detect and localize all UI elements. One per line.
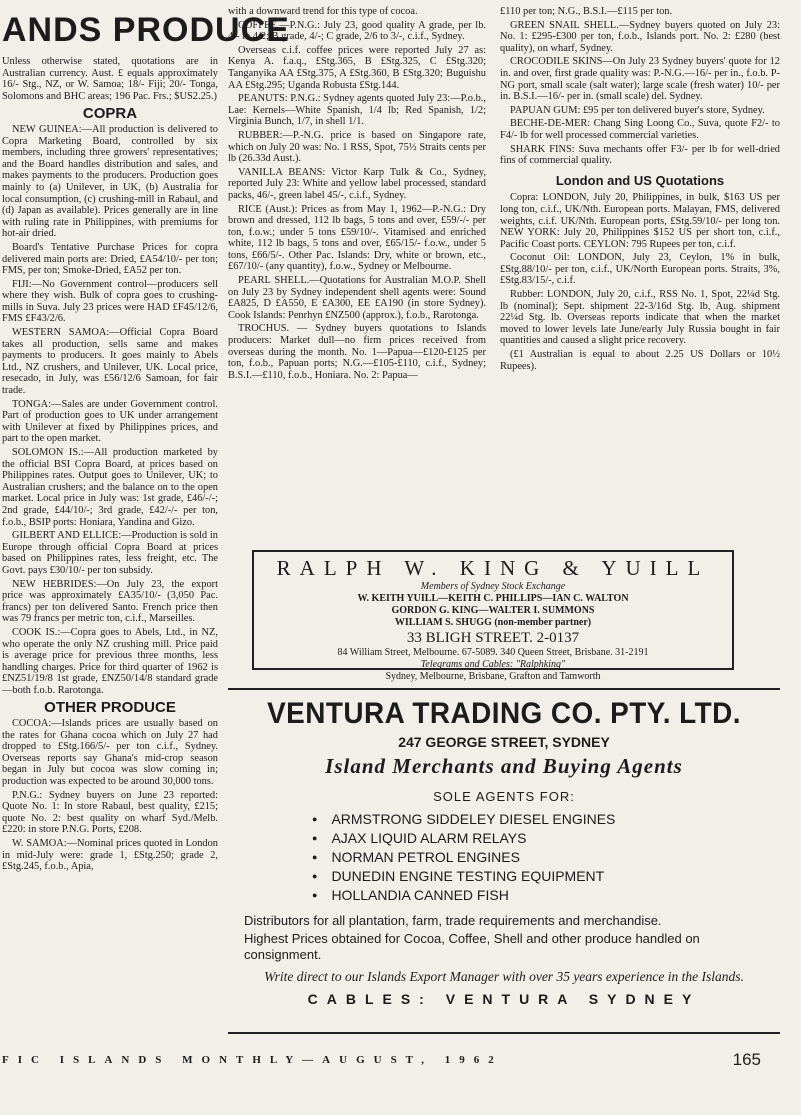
- copra-paragraph: FIJI:—No Government control—producers sell where they wish. Bulk of copra goes to crushing-mills in Suva. July 23 prices were HAD £F45/12/6, FMS £F43/2/6.: [2, 278, 218, 325]
- ventura-name: VENTURA TRADING CO. PTY. LTD.: [267, 697, 741, 730]
- king-yuill-name: RALPH W. KING & YUILL: [276, 556, 710, 580]
- column-left: [2, 6, 290, 875]
- king-yuill-partners: WILLIAM S. SHUGG (non-member partner): [394, 617, 592, 628]
- quotation-paragraph: Coconut Oil: LONDON, July 23, Ceylon, 1% in bulk, £Stg.88/10/- per ton, c.i.f., UK/North European ports. Straits, 3%, £Stg.83/15/-, c.i.f.: [500, 252, 780, 287]
- produce-paragraph: BECHE-DE-MER: Chang Sing Loong Co., Suva, quote F2/- to F4/- lb for well processed commercial varieties.: [500, 118, 780, 141]
- copra-paragraph: GILBERT AND ELLICE:—Production is sold in Europe through official Copra Board at prices based on Philippines rates, less freight, etc. The Govt. pays £30/10/- per ton subsidy.: [2, 530, 218, 576]
- ventura-sole-agents: SOLE AGENTS FOR:: [433, 789, 575, 804]
- king-yuill-address-sydney: 33 BLIGH STREET. 2-0137: [406, 630, 580, 646]
- copra-paragraph: WESTERN SAMOA:—Official Copra Board takes all production, sells same and makes payments to producers. It goes mainly to Abels Ltd., NZ crushers, and Unilever, UK. Local price, resecado, in July, was £56/12/6 Samoan, for fair trade.: [2, 327, 218, 397]
- other-produce-paragraph: COCOA:—Islands prices are usually based on the rates for Ghana cocoa which on July 27 had dropped to £Stg.166/5/- per ton c.i.f., Sydney. Overseas reports say Ghana's mid-crop season began in July but cocoa was slow coming in; production was expected to be around 30,000 tons.: [2, 718, 218, 788]
- produce-paragraph: RICE (Aust.): Prices as from May 1, 1962—P.-N.G.: Dry brown and dressed, 112 lb bags, 5 tons and over, £59/-/- per ton, f.o.w.; under 5 tons £59/10/-. Vitamised and enriched white, 112 lb bags, 5 tons and over, £65/15/- f.o.w., under 5 tons, £66/5/-. Other Pac. Islands: Dry, white or brown, etc., £67/10/- (any quantity), f.o.w., Sydney or Melbourne.: [228, 203, 486, 273]
- produce-paragraph: GREEN SNAIL SHELL.—Sydney buyers quoted on July 23: No. 1: £295-£300 per ton, f.o.b., Islands port. No. 2: £280 (best quality), on wharf, Sydney.: [500, 19, 780, 54]
- produce-paragraph: VANILLA BEANS: Victor Karp Tulk & Co., Sydney, reported July 23: White and yellow label processed, standard packs, 46/-, green label 45/-, c.i.f., Sydney.: [228, 166, 486, 201]
- currency-note: Unless otherwise stated, quotations are in Australian currency. Aust. £ equals approximately 16/- Stg., NZ, or W. Samoa; 18/- Fiji; 20/- Tonga, Solomons and BHC areas; 196 Pac. Frs.; $US2.25.): [2, 56, 218, 102]
- column-right: [500, 6, 780, 374]
- produce-paragraph: with a downward trend for this type of cocoa.: [228, 6, 418, 17]
- agency-item: ● NORMAN PETROL ENGINES: [312, 848, 780, 867]
- london-us-heading: London and US Quotations: [555, 172, 725, 188]
- ventura-tagline: Island Merchants and Buying Agents: [325, 754, 683, 778]
- quotation-paragraph: Copra: LONDON, July 20, Philippines, in bulk, $163 US per long ton, c.i.f., UK/Nth. European ports. Malayan, FMS, delivered weights, c.i.f. UK/Nth. European ports, £Stg.59/10/- per long ton. NEW YORK: July 20, Philippines $152 US per short ton, c.i.f., Pacific Coast ports. CEYLON: 795 Rupees per ton, c.i.f.: [500, 192, 780, 250]
- ventura-consignment: Highest Prices obtained for Cocoa, Coffee, Shell and other produce handled on consignment.: [244, 931, 700, 962]
- column-middle: [228, 6, 486, 383]
- king-yuill-cities: Sydney, Melbourne, Brisbane, Grafton and Tamworth: [385, 671, 601, 682]
- ventura-address: 247 GEORGE STREET, SYDNEY: [398, 734, 610, 750]
- ventura-advertisement: [228, 696, 780, 1007]
- produce-paragraph: TROCHUS. — Sydney buyers quotations to Islands producers: Market dull—no firm prices received from overseas during the month. No. 1—Papua—£120-£125 per ton, f.o.b., Papuan ports; N.G.—£105-£110, c.i.f., Sydney; B.S.I.—£110, f.o.b., Honiara. No. 2: Papua—: [228, 323, 486, 381]
- page-footer: [2, 1054, 780, 1066]
- other-produce-heading: OTHER PRODUCE: [44, 699, 176, 717]
- divider-rule: [228, 688, 780, 690]
- king-yuill-advertisement: [252, 550, 734, 682]
- ventura-cables: CABLES: VENTURA SYDNEY: [307, 991, 701, 1007]
- produce-paragraph: PEANUTS: P.N.G.: Sydney agents quoted July 23:—P.o.b., Lae: Kernels—White Spanish, 1/4 lb; Red Spanish, 1/2; Virginia Bunch, 1/7, in shell 1/1.: [228, 93, 486, 128]
- copra-heading: COPRA: [82, 105, 138, 123]
- agency-item: ● DUNEDIN ENGINE TESTING EQUIPMENT: [312, 867, 780, 886]
- agency-item: ● ARMSTRONG SIDDELEY DIESEL ENGINES: [312, 810, 780, 829]
- copra-paragraph: NEW HEBRIDES:—On July 23, the export price was approximately £A35/10/- (3,050 Pac. francs) per ton delivered Santo. French price then was 79 francs per metric ton, c.i.f., Marseilles.: [2, 578, 218, 625]
- quotation-paragraph: Rubber: LONDON, July 20, c.i.f., RSS No. 1, Spot, 22¼d Stg. lb (nominal); Sept. shipment 22-3/16d Stg. lb, Aug. shipment 22¼d Stg. lb. Overseas reports indicate that when the market moved to lower levels late June/early July Russia bought in fair quantities and caused a slight price recovery.: [500, 289, 780, 347]
- king-yuill-membership: Members of Sydney Stock Exchange: [420, 581, 566, 592]
- page-number: 165: [732, 1050, 761, 1069]
- agency-list: [312, 810, 780, 905]
- produce-paragraph: CROCODILE SKINS—On July 23 Sydney buyers' quote for 12 in. and over, first grade quality was: P.-N.G.—16/- per in., f.o.b. P-NG port, small scale (salt water); large scale (fresh water) 10/- per in. B.S.I.—16/- per in. (small scale) del. Sydney.: [500, 56, 780, 103]
- agency-item: ● HOLLANDIA CANNED FISH: [312, 886, 780, 905]
- produce-paragraph: PAPUAN GUM: £95 per ton delivered buyer's store, Sydney.: [510, 104, 765, 116]
- quotation-paragraph: (£1 Australian is equal to about 2.25 US Dollars or 10½ Rupees).: [500, 349, 780, 372]
- king-yuill-partners: GORDON G. KING—WALTER I. SUMMONS: [391, 605, 595, 616]
- divider-rule: [228, 1032, 780, 1034]
- other-produce-paragraph: P.N.G.: Sydney buyers on June 23 reported: Quote No. 1: In store Rabaul, best quality, £215; quote No. 2: best quality on wharf Syd./Melb. £220: in store P.N.G. Ports, £208.: [2, 789, 218, 836]
- ventura-distributors: Distributors for all plantation, farm, trade requirements and merchandise.: [244, 913, 662, 928]
- produce-paragraph: COFFEE.—P.N.G.: July 23, good quality A grade, per lb. 4/- to 4/2; B grade, 4/-; C grade, 2/6 to 3/-, c.i.f., Sydney.: [228, 19, 486, 43]
- king-yuill-telegrams: Telegrams and Cables: "Ralphking": [420, 659, 566, 670]
- produce-paragraph: Overseas c.i.f. coffee prices were reported July 27 as: Kenya A. f.a.q., £Stg.365, B £Stg.325, C £Stg.320; Tanganyika AA £Stg.375, A £Stg.360, B £Stg.320; Buguishu AA £Stg.295; Uganda Robusta £Stg.144.: [228, 44, 486, 91]
- copra-paragraph: COOK IS.:—Copra goes to Abels, Ltd., in NZ, who operate the only NZ crushing mill. Price paid is average price for previous three months, less handling charges. Price for third quarter of 1962 is £NZ51/19/8 1st grade, £NZ50/14/8 standard grade—both f.o.b. Rarotonga.: [2, 626, 218, 696]
- king-yuill-partners: W. KEITH YUILL—KEITH C. PHILLIPS—IAN C. WALTON: [357, 593, 629, 604]
- produce-paragraph: £110 per ton; N.G., B.S.I.—£115 per ton.: [500, 6, 673, 17]
- copra-paragraph: TONGA:—Sales are under Government control. Part of production goes to UK under arrangement with Unilever at fixed by Philippines prices, and part to the open market.: [2, 398, 218, 445]
- ventura-write-direct: Write direct to our Islands Export Manager with over 35 years experience in the Islands.: [264, 969, 744, 984]
- other-produce-paragraph: W. SAMOA:—Nominal prices quoted in London in mid-July were: grade 1, £Stg.250; grade 2, £Stg.245, f.o.b., Apia,: [2, 838, 218, 873]
- copra-paragraph: SOLOMON IS.:—All production marketed by the official BSI Copra Board, at prices based on Philippines rates. Output goes to Unilever, UK; to Australian crushers; and the balance on to the open market. Local price in July was: 1st grade, £46/-/-; 2nd grade, £44/10/-; 3rd grade, £42/-/- per ton, f.o.b., BSIP ports: Honiara, Yandina and Gizo.: [2, 447, 218, 528]
- footer-publication: FIC ISLANDS MONTHLY—AUGUST, 1962: [2, 1054, 503, 1066]
- produce-paragraph: RUBBER:—P.-N.G. price is based on Singapore rate, which on July 20 was: No. 1 RSS, Spot, 75½ Straits cents per lb (26.33d Aust.).: [228, 129, 486, 165]
- king-yuill-address-branches: 84 William Street, Melbourne. 67-5089. 340 Queen Street, Brisbane. 31-2191: [337, 647, 649, 658]
- copra-paragraph: NEW GUINEA:—All production is delivered to Copra Marketing Board, controlled by six members, including three growers' representatives; and the Board handles distribution and sales, and makes payments to the producers. Production goes mainly to (a) Unilever, in UK, (b) Australia for local consumption, (c) crushing-mill in Rabaul, and (d) Japan as available). Prices generally are in line with ruling rate in Philippines, with premiums for hot-air dried.: [2, 123, 218, 240]
- agency-item: ● AJAX LIQUID ALARM RELAYS: [312, 829, 780, 848]
- produce-paragraph: PEARL SHELL.—Quotations for Australian M.O.P. Shell on July 23 by Sydney independent shell agents were: Sound £A825, D £A550, E £A300, EE £A190 (in store Sydney). Cook Islands: Penrhyn £NZ500 (approx.), f.o.b., Rarotonga.: [228, 275, 486, 321]
- copra-paragraph: Board's Tentative Purchase Prices for copra delivered main ports are: Dried, £A54/10/- per ton; FMS, per ton; Smoke-Dried, £A52 per ton.: [2, 241, 218, 277]
- produce-paragraph: SHARK FINS: Suva mechants offer F3/- per lb for well-dried fins of commercial quality.: [500, 143, 780, 167]
- section-masthead: ANDS PRODUCE: [2, 11, 290, 49]
